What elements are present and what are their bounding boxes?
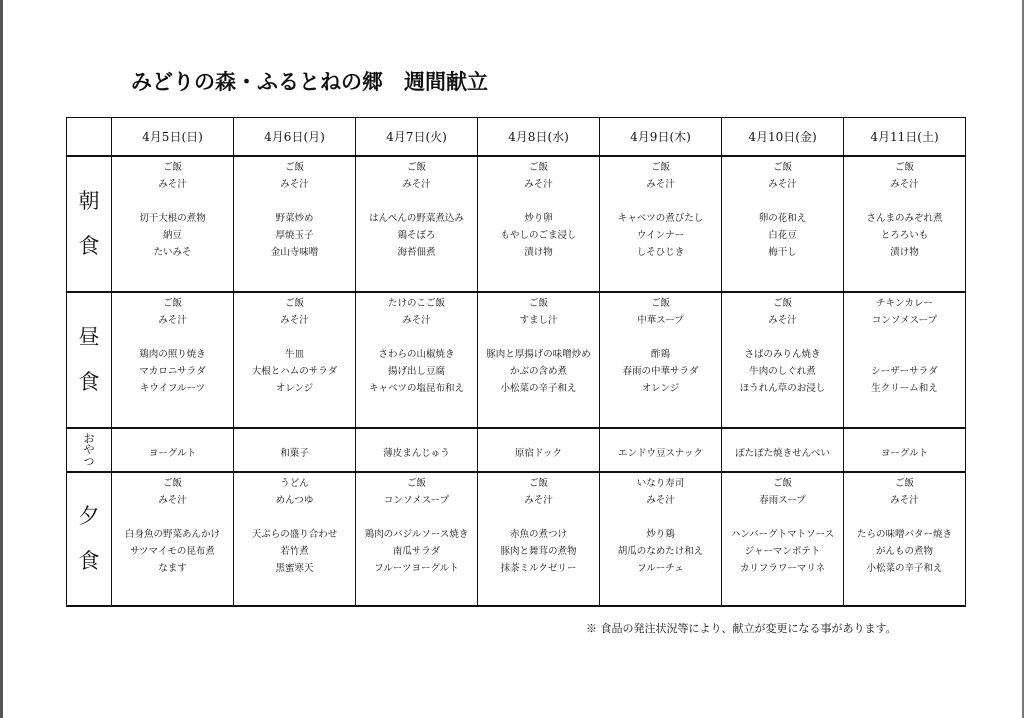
menu-item: みそ汁 xyxy=(280,315,309,326)
dinner-cell xyxy=(600,472,722,606)
menu-item xyxy=(478,329,599,346)
menu-item: 春雨スープ xyxy=(759,495,806,506)
menu-item: 鶏肉のバジルソース焼き xyxy=(364,529,469,540)
menu-item: 切干大根の煮物 xyxy=(139,213,206,224)
menu-item: ご飯 xyxy=(772,478,792,489)
menu-item: ご飯 xyxy=(894,162,914,173)
menu-item: 鶏そぼろ xyxy=(397,230,436,241)
menu-item: みそ汁 xyxy=(768,179,797,190)
menu-item: 炒り卵 xyxy=(524,213,553,224)
menu-item: みそ汁 xyxy=(402,179,431,190)
date-header-row xyxy=(67,118,966,157)
menu-item: ご飯 xyxy=(284,298,304,309)
breakfast-label: 朝 食 xyxy=(67,156,112,292)
breakfast-cell xyxy=(112,156,234,292)
menu-item xyxy=(356,509,477,526)
breakfast-cell xyxy=(356,156,478,292)
menu-item xyxy=(844,193,965,210)
menu-item: ご飯 xyxy=(162,298,182,309)
dinner-cell xyxy=(234,472,356,606)
menu-item: さばのみりん焼き xyxy=(744,349,821,360)
menu-item xyxy=(478,509,599,526)
menu-item: 梅干し xyxy=(768,247,797,258)
menu-item: 生クリーム和え xyxy=(871,383,938,394)
menu-item: シーザーサラダ xyxy=(871,366,938,377)
menu-item: 鶏肉の照り焼き xyxy=(139,349,206,360)
menu-item: 牛皿 xyxy=(284,349,304,360)
menu-item: かぶの含め煮 xyxy=(509,366,567,377)
menu-item: キウイフルーツ xyxy=(139,383,206,394)
menu-item: とろろいも xyxy=(880,230,929,241)
menu-item xyxy=(844,329,965,346)
menu-item: 黒蜜寒天 xyxy=(275,563,314,574)
menu-item: みそ汁 xyxy=(890,179,919,190)
menu-item: 春雨の中華サラダ xyxy=(622,366,699,377)
date-header: 4月6日(月) xyxy=(234,118,356,157)
menu-item: ご飯 xyxy=(894,478,914,489)
menu-item: すまし汁 xyxy=(519,315,558,326)
menu-item: 漬け物 xyxy=(890,247,919,258)
menu-item xyxy=(234,193,355,210)
menu-item xyxy=(722,329,843,346)
menu-item: 炒り鶏 xyxy=(646,529,675,540)
menu-item: もやしのごま浸し xyxy=(500,230,577,241)
lunch-cell xyxy=(112,292,234,428)
menu-item: 厚焼玉子 xyxy=(275,230,314,241)
weekly-menu-table xyxy=(66,117,966,607)
lunch-row xyxy=(67,292,966,428)
dinner-row xyxy=(67,472,966,606)
date-header: 4月7日(火) xyxy=(356,118,478,157)
menu-item: みそ汁 xyxy=(646,179,675,190)
footnote: ※ 食品の発注状況等により、献立が変更になる事があります。 xyxy=(586,622,897,635)
menu-item: ご飯 xyxy=(528,478,548,489)
menu-item: 豚肉と厚揚げの味噌炒め xyxy=(486,349,591,360)
date-header: 4月11日(土) xyxy=(844,118,966,157)
menu-item: キャベツの塩昆布和え xyxy=(368,383,464,394)
breakfast-cell xyxy=(722,156,844,292)
menu-item: ウインナー xyxy=(636,230,685,241)
lunch-cell xyxy=(722,292,844,428)
menu-item: 金山寺味噌 xyxy=(270,247,319,258)
menu-item: ご飯 xyxy=(406,162,426,173)
menu-item: 野菜炒め xyxy=(275,213,314,224)
menu-item: コンソメスープ xyxy=(871,315,938,326)
snack-cell: ぽたぽた焼きせんべい xyxy=(722,428,844,472)
dinner-cell xyxy=(844,472,966,606)
menu-item: 牛肉のしぐれ煮 xyxy=(749,366,816,377)
menu-item: 小松菜の辛子和え xyxy=(500,383,577,394)
menu-item: ご飯 xyxy=(406,478,426,489)
snack-row xyxy=(67,428,966,472)
menu-item: フルーツヨーグルト xyxy=(374,563,459,574)
menu-item: たらの味噌バター焼き xyxy=(856,529,952,540)
menu-item: ご飯 xyxy=(528,162,548,173)
menu-item: 大根とハムのサラダ xyxy=(251,366,338,377)
lunch-cell xyxy=(844,292,966,428)
lunch-label: 昼 食 xyxy=(67,292,112,428)
menu-item: 抹茶ミルクゼリー xyxy=(500,563,577,574)
menu-item: みそ汁 xyxy=(158,315,187,326)
menu-item xyxy=(844,509,965,526)
corner-cell xyxy=(67,118,112,157)
menu-item xyxy=(600,509,721,526)
lunch-cell xyxy=(234,292,356,428)
menu-item: ご飯 xyxy=(162,478,182,489)
menu-item: みそ汁 xyxy=(158,179,187,190)
snack-cell: 原宿ドック xyxy=(478,428,600,472)
snack-cell: エンドウ豆スナック xyxy=(600,428,722,472)
dinner-cell xyxy=(356,472,478,606)
menu-item xyxy=(356,329,477,346)
menu-item: チキンカレー xyxy=(876,298,933,309)
menu-item: たいみそ xyxy=(153,247,192,258)
menu-item: 豚肉と舞茸の煮物 xyxy=(500,546,577,557)
menu-item xyxy=(478,193,599,210)
menu-item: 揚げ出し豆腐 xyxy=(387,366,445,377)
menu-item: めんつゆ xyxy=(275,495,314,506)
menu-item: ジャーマンポテト xyxy=(744,546,821,557)
date-header: 4月10日(金) xyxy=(722,118,844,157)
menu-item: 海苔佃煮 xyxy=(397,247,436,258)
breakfast-cell xyxy=(478,156,600,292)
menu-item: オレンジ xyxy=(641,383,680,394)
menu-item: 中華スープ xyxy=(637,315,684,326)
menu-item: ご飯 xyxy=(162,162,182,173)
page-title: みどりの森・ふるとねの郷 週間献立 xyxy=(131,69,488,94)
lunch-cell xyxy=(478,292,600,428)
lunch-cell xyxy=(600,292,722,428)
snack-label: お や つ xyxy=(67,428,112,472)
menu-item: コンソメスープ xyxy=(383,495,450,506)
snack-cell: 薄皮まんじゅう xyxy=(356,428,478,472)
menu-item: ご飯 xyxy=(772,162,792,173)
menu-item: 小松菜の辛子和え xyxy=(866,563,943,574)
menu-item: ハンバーグトマトソース xyxy=(730,529,835,540)
menu-item: たけのこご飯 xyxy=(387,298,445,309)
menu-item: みそ汁 xyxy=(768,315,797,326)
menu-item xyxy=(600,329,721,346)
menu-item: さんまのみぞれ煮 xyxy=(866,213,943,224)
menu-item: しそひじき xyxy=(636,247,685,258)
snack-cell: ヨーグルト xyxy=(112,428,234,472)
menu-item: 天ぷらの盛り合わせ xyxy=(251,529,338,540)
menu-item: 白花豆 xyxy=(768,230,797,241)
menu-item xyxy=(844,346,965,363)
menu-item: カリフラワーマリネ xyxy=(739,563,826,574)
menu-item: みそ汁 xyxy=(890,495,919,506)
menu-item: みそ汁 xyxy=(280,179,309,190)
menu-item: サツマイモの昆布煮 xyxy=(130,546,215,557)
menu-item xyxy=(234,509,355,526)
menu-item: みそ汁 xyxy=(158,495,187,506)
breakfast-cell xyxy=(600,156,722,292)
date-header: 4月9日(木) xyxy=(600,118,722,157)
menu-item: 赤魚の煮つけ xyxy=(509,529,567,540)
menu-item xyxy=(722,509,843,526)
menu-item: みそ汁 xyxy=(646,495,675,506)
date-header: 4月5日(日) xyxy=(112,118,234,157)
breakfast-row xyxy=(67,156,966,292)
menu-item: うどん xyxy=(280,478,309,489)
menu-item: 若竹煮 xyxy=(280,546,309,557)
menu-item: 漬け物 xyxy=(524,247,553,258)
menu-item xyxy=(112,509,233,526)
breakfast-cell xyxy=(234,156,356,292)
menu-item: みそ汁 xyxy=(524,179,553,190)
menu-item xyxy=(356,193,477,210)
menu-item: 卵の花和え xyxy=(758,213,807,224)
menu-item: がんもの煮物 xyxy=(875,546,933,557)
menu-item: マカロニサラダ xyxy=(139,366,206,377)
menu-item xyxy=(722,193,843,210)
dinner-label: 夕 食 xyxy=(67,472,112,606)
menu-item: ご飯 xyxy=(528,298,548,309)
menu-item xyxy=(112,329,233,346)
menu-item: オレンジ xyxy=(275,383,314,394)
menu-item: はんぺんの野菜煮込み xyxy=(369,213,464,224)
dinner-cell xyxy=(722,472,844,606)
dinner-cell xyxy=(112,472,234,606)
breakfast-cell xyxy=(844,156,966,292)
menu-item xyxy=(112,193,233,210)
menu-item: フルーチェ xyxy=(637,563,684,574)
menu-item xyxy=(234,329,355,346)
menu-item: みそ汁 xyxy=(402,315,431,326)
menu-item xyxy=(600,193,721,210)
page-left-border xyxy=(0,0,3,718)
menu-item: ご飯 xyxy=(650,162,670,173)
menu-item: 白身魚の野菜あんかけ xyxy=(124,529,220,540)
date-header: 4月8日(水) xyxy=(478,118,600,157)
menu-item: 南瓜サラダ xyxy=(392,546,441,557)
dinner-cell xyxy=(478,472,600,606)
menu-item: なます xyxy=(158,563,187,574)
menu-item: ほうれん草のお浸し xyxy=(739,383,826,394)
snack-cell: ヨーグルト xyxy=(844,428,966,472)
menu-item: 納豆 xyxy=(162,230,182,241)
menu-item: 酢鶏 xyxy=(650,349,670,360)
menu-item: ご飯 xyxy=(284,162,304,173)
lunch-cell xyxy=(356,292,478,428)
menu-item: ご飯 xyxy=(772,298,792,309)
snack-cell: 和菓子 xyxy=(234,428,356,472)
menu-item: 胡瓜のなめたけ和え xyxy=(617,546,704,557)
menu-item: みそ汁 xyxy=(524,495,553,506)
menu-item: さわらの山椒焼き xyxy=(378,349,455,360)
menu-item: キャベツの煮びたし xyxy=(617,213,704,224)
menu-item: ご飯 xyxy=(650,298,670,309)
menu-item: いなり寿司 xyxy=(636,478,685,489)
